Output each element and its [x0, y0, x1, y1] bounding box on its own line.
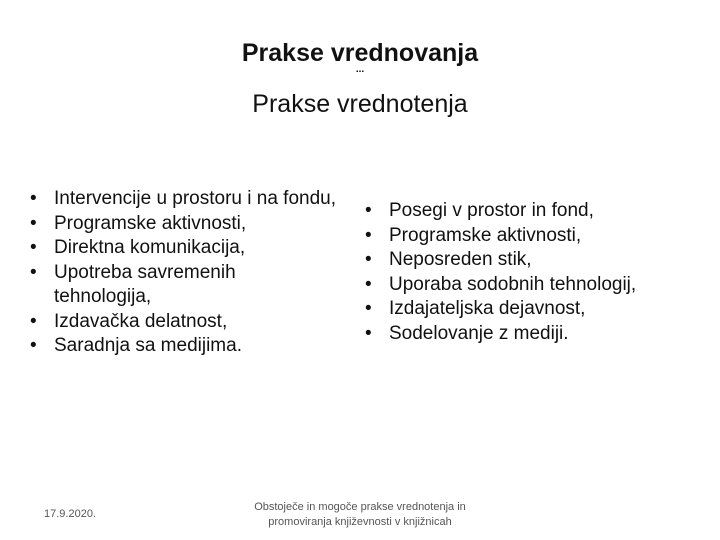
- list-item: • Programske aktivnosti,: [30, 212, 338, 237]
- list-item: • Neposreden stik,: [365, 248, 665, 273]
- list-item: • Posegi v prostor in fond,: [365, 199, 665, 224]
- list-item: • Izdavačka delatnost,: [30, 310, 338, 335]
- left-bullet-list: [30, 187, 338, 359]
- right-bullet-list: [365, 199, 665, 346]
- slide-subtitle: Prakse vrednotenja: [252, 90, 468, 118]
- footer-caption: Obstoječe in mogoče prakse vrednotenja in promoviranja književnosti v knjižnicah: [254, 501, 466, 528]
- list-item: • Direktna komunikacija,: [30, 236, 338, 261]
- list-item: • Izdajateljska dejavnost,: [365, 297, 665, 322]
- footer-date: 17.9.2020.: [44, 508, 96, 520]
- list-item: • Saradnja sa medijima.: [30, 334, 338, 359]
- list-item: • Intervencije u prostoru i na fondu,: [30, 187, 338, 212]
- list-item: • Uporaba sodobnih tehnologij,: [365, 273, 665, 298]
- title-separator: ...: [355, 64, 365, 75]
- list-item: • Sodelovanje z mediji.: [365, 322, 665, 347]
- list-item: • Programske aktivnosti,: [365, 224, 665, 249]
- slide-title: Prakse vrednovanja: [241, 39, 479, 67]
- list-item: • Upotreba savremenih tehnologija,: [30, 261, 338, 310]
